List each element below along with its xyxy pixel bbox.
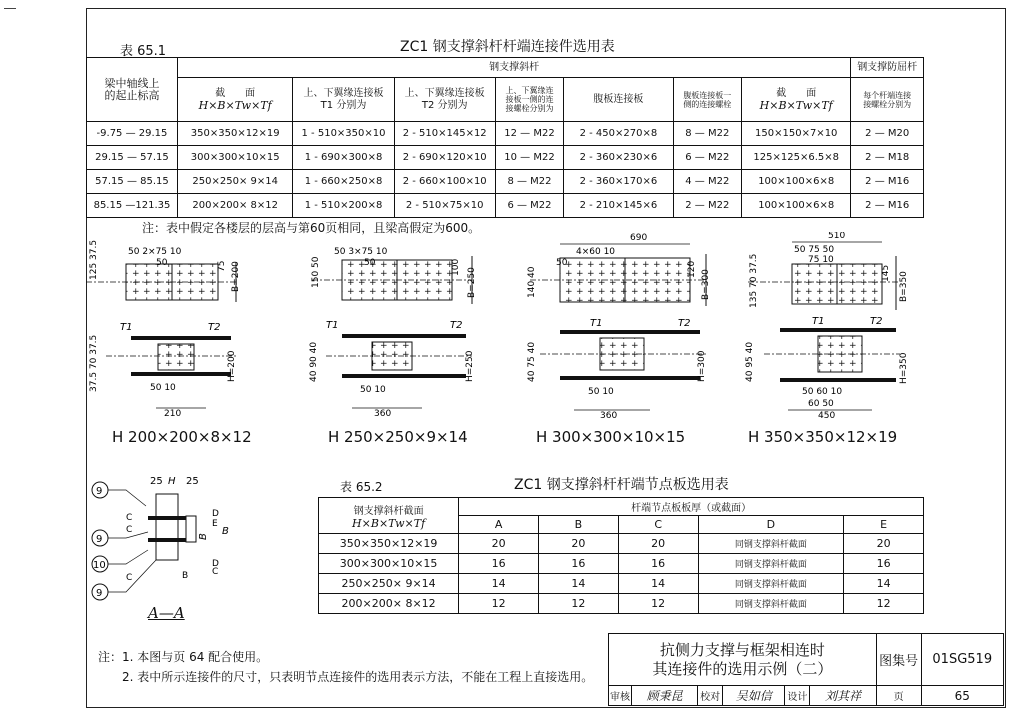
- plate-letter: D: [212, 559, 219, 569]
- cell: 85.15 —121.35: [87, 194, 178, 218]
- table-row: [319, 594, 924, 614]
- corner-mark: [4, 8, 16, 9]
- drawing-4: [745, 232, 909, 421]
- cell: 350×350×12×19: [177, 122, 292, 146]
- cell: 20: [459, 534, 539, 554]
- svg-text:40 95 40: 40 95 40: [745, 341, 755, 382]
- drawing-3: [527, 233, 711, 421]
- table1-label: 表 65.1: [120, 44, 167, 59]
- cell: -9.75 — 29.15: [87, 122, 178, 146]
- svg-text:T1: T1: [812, 316, 825, 327]
- anti-bolt-header: 每个杆端连接 接螺栓分别为: [851, 78, 924, 122]
- dim-sub: 75 10: [808, 255, 834, 265]
- cell: 1 - 690×300×8: [293, 146, 394, 170]
- svg-text:135 70 37.5: 135 70 37.5: [749, 253, 759, 308]
- svg-text:T1: T1: [120, 322, 133, 333]
- svg-text:50 10: 50 10: [588, 387, 614, 397]
- anti-section-header: 截 面: [776, 87, 817, 99]
- title-block: [608, 633, 1004, 706]
- weld-label: 9: [96, 534, 103, 545]
- dim-h: H=200: [227, 350, 237, 382]
- design-label: 设计: [785, 686, 810, 706]
- dim-top: 50 75 50: [794, 245, 835, 255]
- section-aa-title: A—A: [148, 604, 185, 622]
- plate-letter: B: [198, 533, 209, 540]
- plate-letter: B: [182, 571, 189, 581]
- svg-text:50 10: 50 10: [150, 383, 176, 393]
- dim-sub: 50: [364, 258, 376, 268]
- svg-text:T2: T2: [870, 316, 883, 327]
- dim-top: 50 2×75 10: [128, 247, 182, 257]
- dim-width: 450: [818, 411, 836, 421]
- note-1: 1. 本图与页 64 配合使用。: [122, 650, 269, 664]
- cell: 2 — M16: [851, 194, 924, 218]
- cell: 2 - 690×120×10: [394, 146, 495, 170]
- cell: 300×300×10×15: [319, 554, 459, 574]
- cell: 12: [539, 594, 619, 614]
- dim-sub: 50: [556, 258, 568, 268]
- dim-top: 50 3×75 10: [334, 247, 388, 257]
- notes-prefix: 注：: [98, 650, 123, 664]
- col-a: A: [459, 516, 539, 534]
- svg-text:T2: T2: [208, 322, 221, 333]
- cell: 2 — M18: [851, 146, 924, 170]
- drawing-2: [309, 247, 477, 419]
- cell: 2 - 510×145×12: [394, 122, 495, 146]
- dim-plate: 100: [451, 258, 461, 276]
- plate-letter: C: [212, 567, 219, 577]
- cell: 150×150×7×10: [742, 122, 851, 146]
- dim-width: 360: [374, 409, 392, 419]
- plate-letter: C: [126, 525, 133, 535]
- table-row: [319, 554, 924, 574]
- anti-section-formula: H×B×Tw×Tf: [759, 98, 833, 112]
- cell: 2 - 210×145×6: [564, 194, 673, 218]
- cell: 350×350×12×19: [319, 534, 459, 554]
- drawing-caption-4: H 350×350×12×19: [748, 428, 898, 446]
- section-formula: H×B×Tw×Tf: [198, 98, 272, 112]
- cell: 100×100×6×8: [742, 170, 851, 194]
- cell: 同钢支撑斜杆截面: [698, 534, 844, 554]
- web-plate-header: 腹板连接板: [564, 78, 673, 122]
- plate-letter: C: [126, 513, 133, 523]
- cell: 14: [844, 574, 924, 594]
- table-row: [87, 122, 924, 146]
- cell: 10 — M22: [495, 146, 563, 170]
- table2-title: ZC1 钢支撑斜杆杆端节点板选用表: [514, 477, 729, 493]
- plate-letter: D: [212, 509, 219, 519]
- t1-header: 上、下翼缘连接板: [303, 87, 384, 99]
- check-signature: 吴如信: [723, 686, 785, 706]
- dim-total: 690: [630, 233, 648, 243]
- cell: 2 — M22: [673, 194, 741, 218]
- dim-b: B=250: [467, 267, 477, 298]
- t1-header-b: T1 分别为: [320, 99, 367, 111]
- table-row: [319, 534, 924, 554]
- cell: 2 - 360×230×6: [564, 146, 673, 170]
- cell: 2 — M16: [851, 170, 924, 194]
- page-label: 页: [876, 686, 921, 706]
- dim-width: 210: [164, 409, 182, 419]
- cell: 20: [618, 534, 698, 554]
- t2-group-header: 杆端节点板板厚（或截面）: [459, 498, 924, 516]
- t2-header: 上、下翼缘连接板: [404, 87, 485, 99]
- cell: 14: [539, 574, 619, 594]
- svg-text:T2: T2: [678, 318, 691, 329]
- weld-label: 9: [96, 486, 103, 497]
- cell: 57.15 — 85.15: [87, 170, 178, 194]
- drawing-title-1: 抗侧力支撑与框架相连时: [659, 640, 825, 659]
- cell: 16: [844, 554, 924, 574]
- svg-text:T1: T1: [326, 320, 339, 331]
- drawing-caption-3: H 300×300×10×15: [536, 428, 686, 446]
- check-label: 校对: [698, 686, 723, 706]
- cell: 250×250× 9×14: [319, 574, 459, 594]
- cell: 200×200× 8×12: [319, 594, 459, 614]
- svg-text:37.5 70 37.5: 37.5 70 37.5: [89, 334, 99, 392]
- table-row: [87, 194, 924, 218]
- cell: 2 - 660×100×10: [394, 170, 495, 194]
- note-2: 2. 表中所示连接件的尺寸，只表明节点连接件的选用表示方法，不能在工程上直接选用。: [122, 670, 594, 684]
- dim-b: B=200: [231, 261, 241, 292]
- weld-label: 9: [96, 588, 103, 599]
- drawing-caption-1: H 200×200×8×12: [112, 428, 252, 446]
- dim-total: 510: [828, 232, 846, 241]
- cell: 1 - 660×250×8: [293, 170, 394, 194]
- review-label: 审核: [609, 686, 632, 706]
- dim-label: H: [168, 476, 176, 487]
- drawing-caption-2: H 250×250×9×14: [328, 428, 468, 446]
- cell: 14: [459, 574, 539, 594]
- cell: 16: [539, 554, 619, 574]
- dim-plate: 120: [687, 260, 697, 278]
- col-b: B: [539, 516, 619, 534]
- svg-text:50 60 10: 50 60 10: [802, 387, 843, 397]
- section-header: 截 面: [215, 87, 256, 99]
- dim-label: 25: [186, 476, 199, 487]
- cell: 12: [844, 594, 924, 614]
- connection-drawings: [86, 232, 1004, 458]
- svg-text:60 50: 60 50: [808, 399, 834, 409]
- cell: 20: [844, 534, 924, 554]
- cell: 200×200× 8×12: [177, 194, 292, 218]
- svg-text:150 50: 150 50: [311, 256, 321, 288]
- cell: 2 - 360×170×6: [564, 170, 673, 194]
- cell: 12 — M22: [495, 122, 563, 146]
- dim-plate: 75: [217, 260, 227, 272]
- dim-plate: 145: [881, 264, 891, 282]
- cell: 6 — M22: [673, 146, 741, 170]
- svg-text:50 10: 50 10: [360, 385, 386, 395]
- cell: 4 — M22: [673, 170, 741, 194]
- cell: 100×100×6×8: [742, 194, 851, 218]
- flange-bolt-header: 上、下翼缘连 接板一侧的连 接螺栓分别为: [495, 78, 563, 122]
- design-signature: 刘其祥: [810, 686, 876, 706]
- cell: 2 - 510×75×10: [394, 194, 495, 218]
- svg-text:125 37.5: 125 37.5: [89, 239, 99, 280]
- table2-label: 表 65.2: [340, 480, 383, 494]
- table-row: [319, 574, 924, 594]
- atlas-number: 01SG519: [921, 634, 1003, 686]
- plate-letter: E: [212, 519, 218, 529]
- t2-formula: H×B×Tw×Tf: [352, 516, 426, 530]
- weld-label: 10: [93, 560, 106, 571]
- dim-h: H=250: [465, 350, 475, 382]
- cell: 2 - 450×270×8: [564, 122, 673, 146]
- drawing-title-2: 其连接件的选用示例（二）: [652, 659, 833, 678]
- svg-text:T2: T2: [450, 320, 463, 331]
- dim-h: H=350: [899, 352, 909, 384]
- web-bolt-header: 腹板连接板一 侧的连接螺栓: [673, 78, 741, 122]
- table-row: [87, 146, 924, 170]
- table1-title: ZC1 钢支撑斜杆杆端连接件选用表: [400, 39, 615, 55]
- page-number: 65: [921, 686, 1003, 706]
- group-brace-header: 钢支撑斜杆: [177, 58, 850, 78]
- cell: 125×125×6.5×8: [742, 146, 851, 170]
- gusset-table: [318, 497, 924, 614]
- dim-label: B: [222, 526, 229, 537]
- cell: 16: [459, 554, 539, 574]
- drawing-1: [86, 240, 241, 419]
- svg-text:140 40: 140 40: [527, 266, 537, 298]
- cell: 1 - 510×350×10: [293, 122, 394, 146]
- cell: 14: [618, 574, 698, 594]
- cell: 300×300×10×15: [177, 146, 292, 170]
- review-signature: 顾秉昆: [631, 686, 697, 706]
- cell: 6 — M22: [495, 194, 563, 218]
- col-c: C: [618, 516, 698, 534]
- t2-section-header: 钢支撑斜杆截面: [353, 505, 424, 517]
- cell: 29.15 — 57.15: [87, 146, 178, 170]
- atlas-label: 图集号: [876, 634, 921, 686]
- table1-note: 注：表中假定各楼层的层高与第60页相同，且梁高假定为600。: [142, 221, 481, 235]
- t2-header-b: T2 分别为: [421, 99, 468, 111]
- svg-text:T1: T1: [590, 318, 603, 329]
- cell: 16: [618, 554, 698, 574]
- table-row: [87, 170, 924, 194]
- dim-width: 360: [600, 411, 618, 421]
- cell: 1 - 510×200×8: [293, 194, 394, 218]
- cell: 12: [459, 594, 539, 614]
- dim-h: H=300: [697, 350, 707, 382]
- dim-top: 4×60 10: [576, 247, 616, 257]
- svg-text:40 75 40: 40 75 40: [527, 341, 537, 382]
- cell: 同钢支撑斜杆截面: [698, 574, 844, 594]
- dim-b: B=350: [899, 271, 909, 302]
- cell: 同钢支撑斜杆截面: [698, 554, 844, 574]
- col-elevation-header: 梁中轴线上 的起止标高: [87, 58, 178, 122]
- dim-label: 25: [150, 476, 163, 487]
- dim-sub: 50: [156, 258, 168, 268]
- cell: 20: [539, 534, 619, 554]
- svg-text:40 90 40: 40 90 40: [309, 341, 319, 382]
- dim-b: B=300: [701, 269, 711, 300]
- col-e: E: [844, 516, 924, 534]
- cell: 250×250× 9×14: [177, 170, 292, 194]
- plate-letter: C: [126, 573, 133, 583]
- connector-table: [86, 57, 924, 218]
- col-d: D: [698, 516, 844, 534]
- group-anti-header: 钢支撑防屈杆: [851, 58, 924, 78]
- cell: 2 — M20: [851, 122, 924, 146]
- cell: 8 — M22: [673, 122, 741, 146]
- cell: 同钢支撑斜杆截面: [698, 594, 844, 614]
- cell: 8 — M22: [495, 170, 563, 194]
- cell: 12: [618, 594, 698, 614]
